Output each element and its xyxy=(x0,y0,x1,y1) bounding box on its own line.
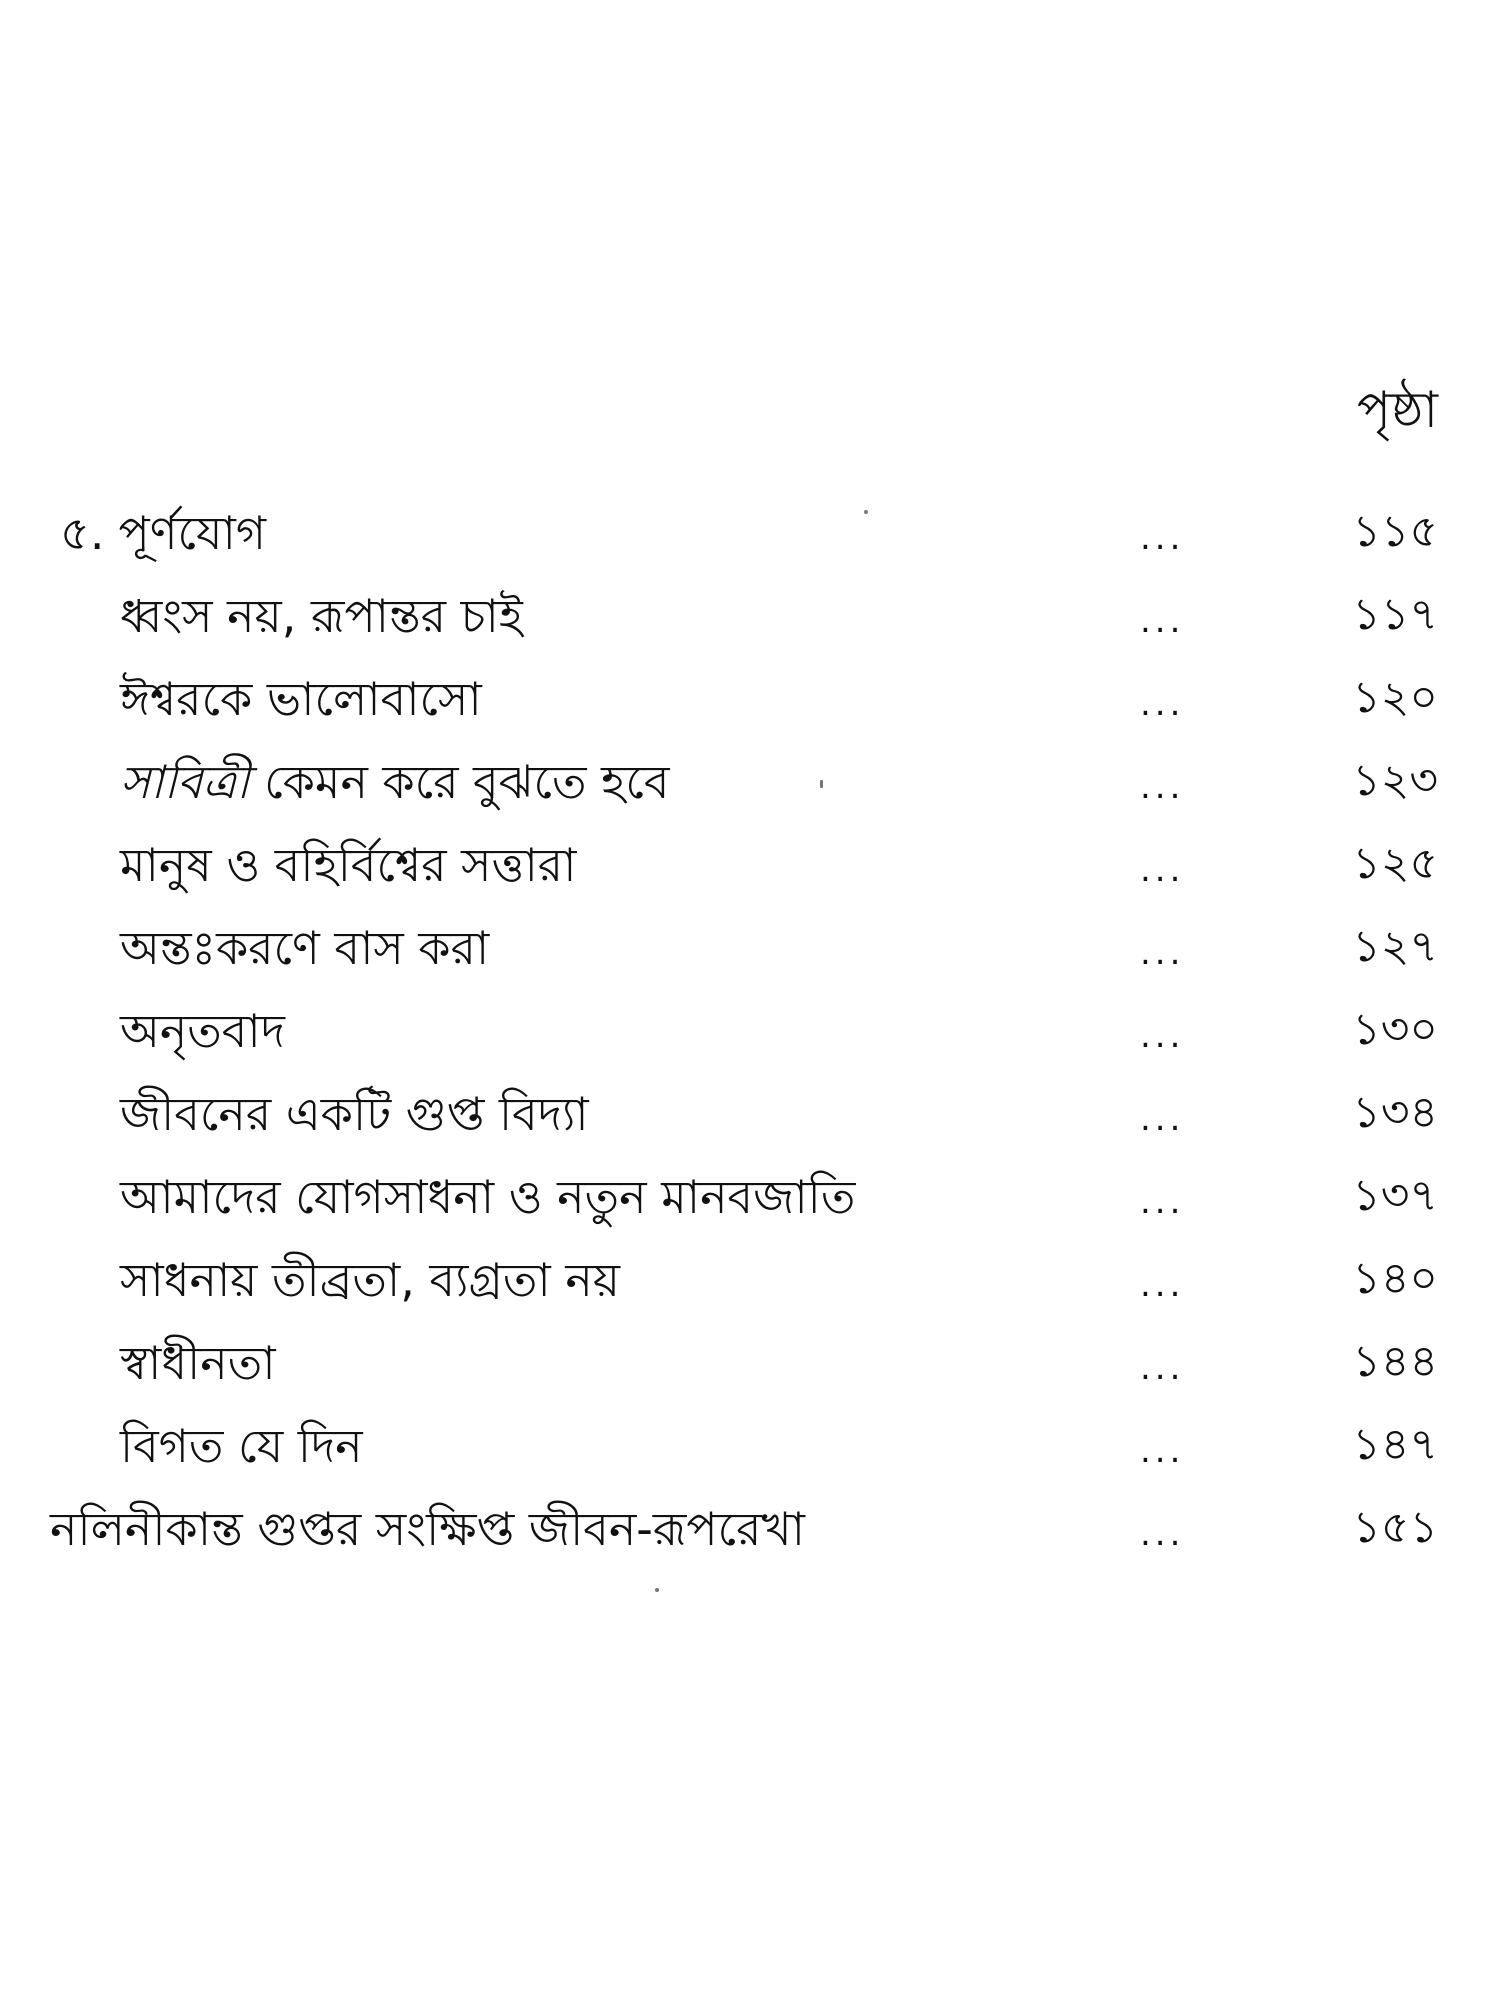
toc-entry-title: মানুষ ও বহির্বিশ্বের সত্তারা xyxy=(120,838,577,892)
toc-entry xyxy=(0,998,1500,1081)
scan-speck xyxy=(655,1588,659,1592)
toc-page-number: ১২৫ xyxy=(1352,838,1438,889)
toc-entry-title: সাধনায় তীব্রতা, ব্যগ্রতা নয় xyxy=(120,1253,620,1307)
toc-appendix-entry xyxy=(0,1496,1500,1579)
toc-entry-title: জীবনের একটি গুপ্ত বিদ্যা xyxy=(120,1087,589,1141)
scan-speck xyxy=(864,510,868,514)
toc-entry-title: অন্তঃকরণে বাস করা xyxy=(120,921,490,975)
toc-entry xyxy=(0,1081,1500,1164)
toc-leader-dots: ... xyxy=(1140,601,1185,641)
toc-leader-dots: ... xyxy=(1140,1099,1185,1139)
toc-entry xyxy=(0,832,1500,915)
toc-page-number: ১১৫ xyxy=(1352,506,1438,557)
toc-leader-dots: ... xyxy=(1140,518,1185,558)
chapter-number: ৫. xyxy=(60,506,105,560)
toc-entry-title xyxy=(60,508,266,559)
toc-entry xyxy=(0,1330,1500,1413)
toc-entry xyxy=(0,1413,1500,1496)
toc-entry-title: অনৃতবাদ xyxy=(120,1004,285,1058)
page-column-label: পৃষ্ঠা xyxy=(1356,381,1438,439)
toc-entry-title: বিগত যে দিন xyxy=(120,1419,363,1473)
toc-entry-title xyxy=(120,757,669,808)
toc-page-number: ১৩৪ xyxy=(1352,1087,1438,1138)
toc-page-number: ১২৭ xyxy=(1352,921,1438,972)
toc-page-number: ১২৩ xyxy=(1352,755,1438,806)
toc-page-number: ১৪৪ xyxy=(1352,1336,1438,1387)
toc-page-number: ১১৭ xyxy=(1352,589,1438,640)
toc-entry xyxy=(0,749,1500,832)
toc-page-number: ১৪০ xyxy=(1352,1253,1438,1304)
toc-leader-dots: ... xyxy=(1140,1348,1185,1388)
toc-page-number: ১৩৭ xyxy=(1352,1170,1438,1221)
toc-entry xyxy=(0,1247,1500,1330)
toc-chapter-entry xyxy=(0,500,1500,583)
toc-leader-dots: ... xyxy=(1140,1431,1185,1471)
toc-leader-dots: ... xyxy=(1140,1182,1185,1222)
toc-entry-title: ধ্বংস নয়, রূপান্তর চাই xyxy=(120,589,523,643)
toc-entry-title: ঈশ্বরকে ভালোবাসো xyxy=(120,672,482,726)
toc-entry xyxy=(0,915,1500,998)
toc-leader-dots: ... xyxy=(1140,684,1185,724)
toc-leader-dots: ... xyxy=(1140,1514,1185,1554)
toc-entry xyxy=(0,583,1500,666)
chapter-title: পূর্ণযোগ xyxy=(118,506,266,560)
toc-entry-title: স্বাধীনতা xyxy=(120,1336,276,1390)
toc-leader-dots: ... xyxy=(1140,767,1185,807)
table-of-contents xyxy=(0,500,1500,1579)
toc-page-number: ১৩০ xyxy=(1352,1004,1438,1055)
toc-entry-title-rest: কেমন করে বুঝতে হবে xyxy=(264,755,670,809)
toc-leader-dots: ... xyxy=(1140,1016,1185,1056)
toc-entry-title: নলিনীকান্ত গুপ্তর সংক্ষিপ্ত জীবন-রূপরেখা xyxy=(50,1502,805,1556)
toc-page-number: ১২০ xyxy=(1352,672,1438,723)
toc-leader-dots: ... xyxy=(1140,850,1185,890)
italic-book-title: সাবিত্রী xyxy=(120,755,250,809)
toc-page-number: ১৪৭ xyxy=(1352,1419,1438,1470)
toc-entry xyxy=(0,666,1500,749)
toc-leader-dots: ... xyxy=(1140,1265,1185,1305)
scan-speck xyxy=(820,780,823,788)
toc-page-number: ১৫১ xyxy=(1352,1502,1438,1553)
toc-leader-dots: ... xyxy=(1140,933,1185,973)
toc-entry xyxy=(0,1164,1500,1247)
toc-entry-title: আমাদের যোগসাধনা ও নতুন মানবজাতি xyxy=(120,1170,856,1224)
